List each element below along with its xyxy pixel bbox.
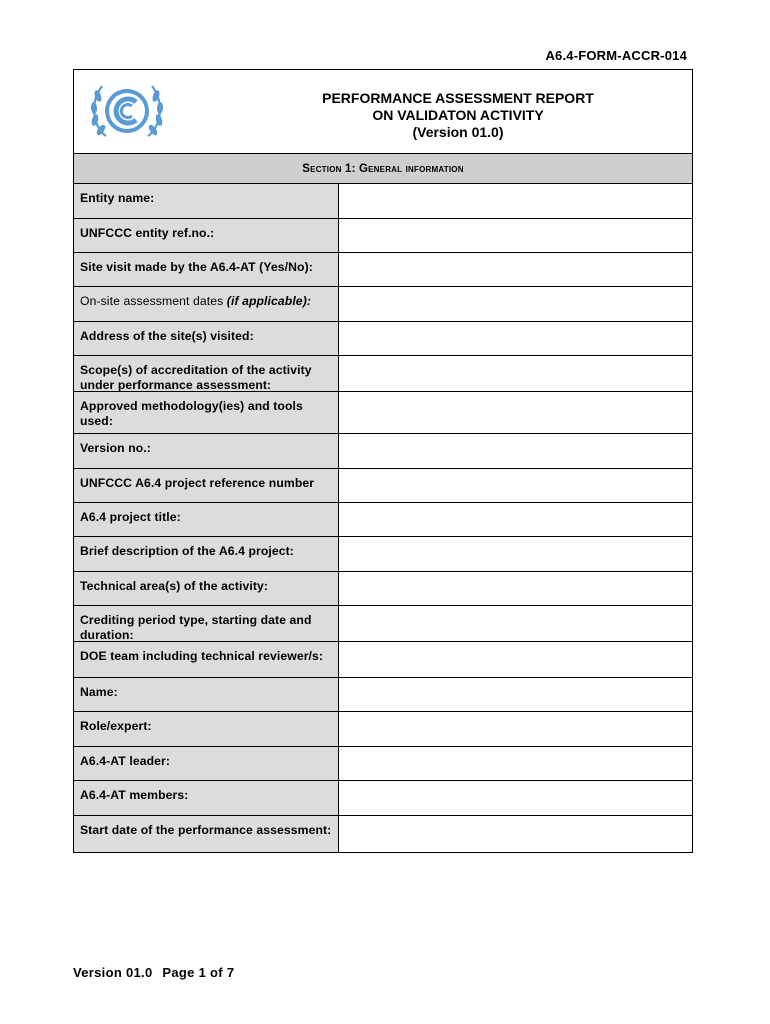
- field-row-methodology: [74, 392, 692, 434]
- field-label: Site visit made by the A6.4-AT (Yes/No):: [74, 253, 339, 286]
- field-label: DOE team including technical reviewer/s:: [74, 642, 339, 677]
- page-footer: [73, 965, 234, 980]
- scope-field[interactable]: [339, 356, 692, 391]
- role-field[interactable]: [339, 712, 692, 746]
- entity-name-field[interactable]: [339, 184, 692, 218]
- field-row-at-members: [74, 781, 692, 816]
- field-label: Scope(s) of accreditation of the activity under performance assessment:: [74, 356, 339, 391]
- name-field[interactable]: [339, 678, 692, 711]
- form-code: A6.4-FORM-ACCR-014: [545, 48, 687, 63]
- onsite-dates-field[interactable]: [339, 287, 692, 321]
- field-label: A6.4-AT members:: [74, 781, 339, 815]
- footer-version: Version 01.0: [73, 965, 153, 980]
- field-row-crediting-period: [74, 606, 692, 642]
- unfccc-emblem-icon: [86, 78, 168, 144]
- assessment-form: [73, 69, 693, 853]
- field-row-project-description: [74, 537, 692, 572]
- field-label-text: On-site assessment dates: [80, 294, 224, 308]
- crediting-period-field[interactable]: [339, 606, 692, 641]
- field-label: UNFCCC entity ref.no.:: [74, 219, 339, 252]
- title-line-2: ON VALIDATON ACTIVITY: [372, 107, 544, 123]
- doe-team-field[interactable]: [339, 642, 692, 677]
- field-row-name: [74, 678, 692, 712]
- start-date-field[interactable]: [339, 816, 692, 852]
- field-row-project-ref: [74, 469, 692, 503]
- form-header: [74, 70, 692, 154]
- entity-ref-field[interactable]: [339, 219, 692, 252]
- methodology-field[interactable]: [339, 392, 692, 433]
- field-row-site-visit: [74, 253, 692, 287]
- field-label-emphasis: (if applicable):: [226, 294, 312, 308]
- project-description-field[interactable]: [339, 537, 692, 571]
- field-label: Approved methodology(ies) and tools used:: [74, 392, 339, 433]
- version-field[interactable]: [339, 434, 692, 468]
- section-header: [74, 154, 692, 184]
- field-label: A6.4 project title:: [74, 503, 339, 536]
- field-label: A6.4-AT leader:: [74, 747, 339, 780]
- title-version: (Version 01.0): [412, 124, 504, 140]
- field-row-project-title: [74, 503, 692, 537]
- field-label: [74, 287, 339, 321]
- field-label: Brief description of the A6.4 project:: [74, 537, 339, 571]
- field-row-entity-ref: [74, 219, 692, 253]
- at-members-field[interactable]: [339, 781, 692, 815]
- field-label: Name:: [74, 678, 339, 711]
- field-label: Version no.:: [74, 434, 339, 468]
- footer-page-number: Page 1 of 7: [162, 965, 235, 980]
- field-row-onsite-dates: [74, 287, 692, 322]
- field-row-version: [74, 434, 692, 469]
- field-row-start-date: [74, 816, 692, 852]
- field-label: Address of the site(s) visited:: [74, 322, 339, 355]
- field-rows: [74, 184, 692, 852]
- field-label: UNFCCC A6.4 project reference number: [74, 469, 339, 502]
- field-label: Role/expert:: [74, 712, 339, 746]
- section-label: Section 1: General information: [302, 162, 464, 175]
- title-line-1: PERFORMANCE ASSESSMENT REPORT: [322, 90, 594, 106]
- technical-area-field[interactable]: [339, 572, 692, 605]
- project-title-field[interactable]: [339, 503, 692, 536]
- field-label: Entity name:: [74, 184, 339, 218]
- field-label: Technical area(s) of the activity:: [74, 572, 339, 605]
- field-label: Crediting period type, starting date and duration:: [74, 606, 339, 641]
- project-ref-field[interactable]: [339, 469, 692, 502]
- field-row-role: [74, 712, 692, 747]
- field-row-scope: [74, 356, 692, 392]
- field-row-entity-name: [74, 184, 692, 219]
- field-row-technical-area: [74, 572, 692, 606]
- site-visit-field[interactable]: [339, 253, 692, 286]
- field-row-site-address: [74, 322, 692, 356]
- field-row-doe-team: [74, 642, 692, 678]
- site-address-field[interactable]: [339, 322, 692, 355]
- field-row-at-leader: [74, 747, 692, 781]
- report-title: [254, 90, 662, 141]
- field-label: Start date of the performance assessment:: [74, 816, 339, 852]
- at-leader-field[interactable]: [339, 747, 692, 780]
